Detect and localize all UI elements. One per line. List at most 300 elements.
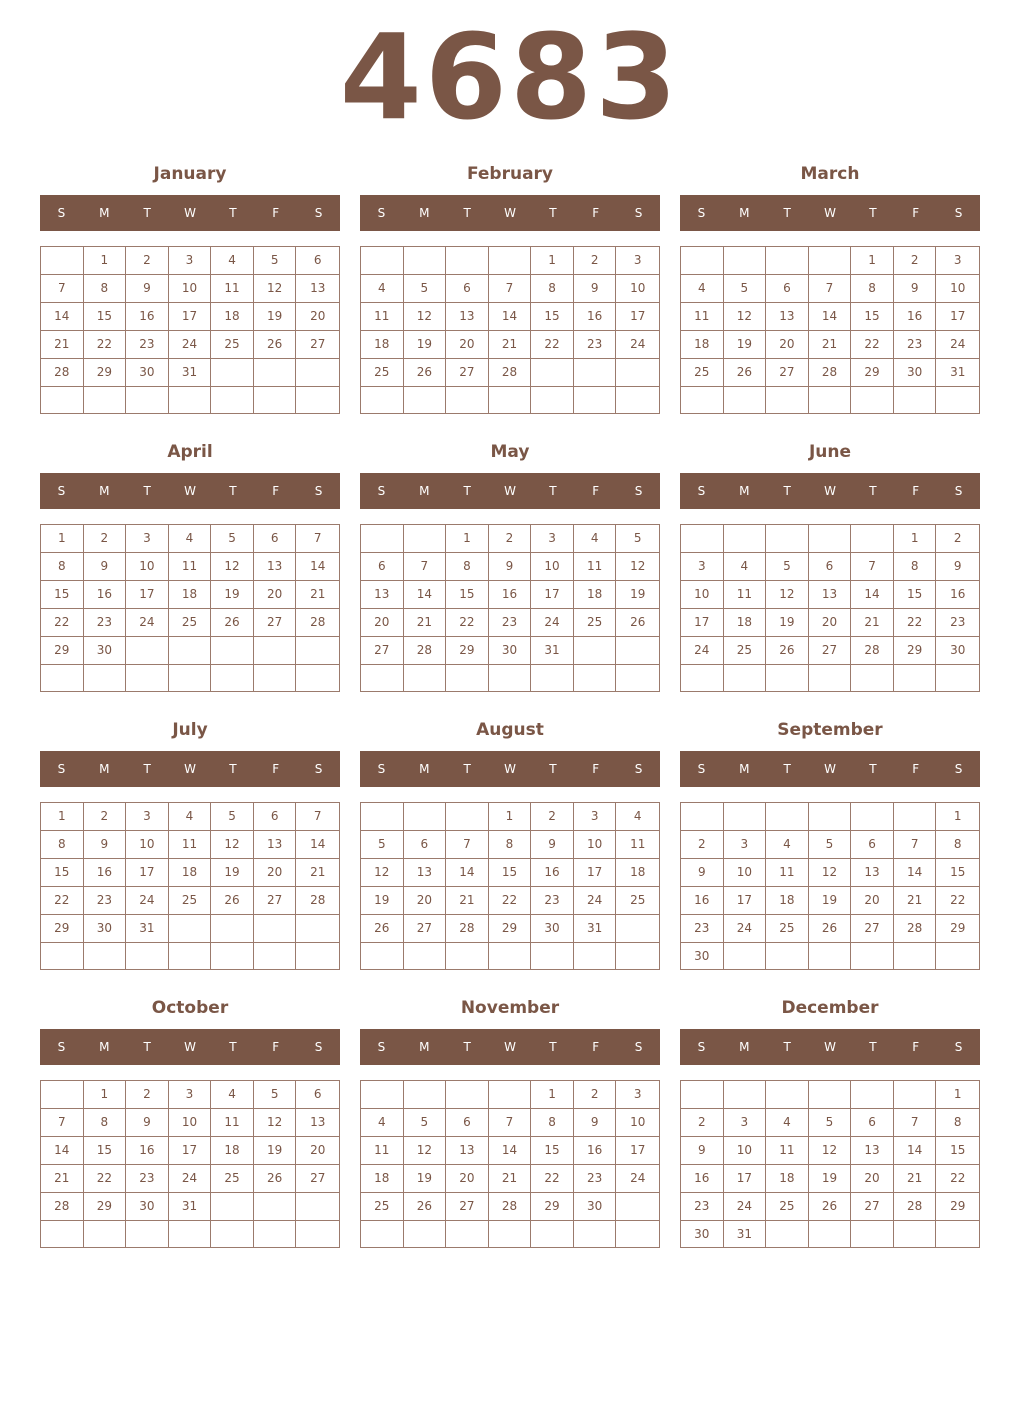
empty-cell: [296, 1193, 339, 1221]
day-cell: 20: [809, 609, 852, 637]
empty-cell: [446, 803, 489, 831]
day-cell: 12: [211, 553, 254, 581]
day-cell: 29: [41, 915, 84, 943]
day-cell: 5: [724, 275, 767, 303]
empty-cell: [809, 803, 852, 831]
day-cell: 13: [766, 303, 809, 331]
empty-cell: [616, 915, 659, 943]
empty-cell: [894, 387, 937, 413]
day-cell: 31: [936, 359, 979, 387]
day-cell: 5: [809, 831, 852, 859]
empty-cell: [851, 665, 894, 691]
day-cell: 1: [851, 247, 894, 275]
day-cell: 19: [254, 303, 297, 331]
empty-cell: [766, 803, 809, 831]
weekday-header: [360, 195, 660, 231]
weekday-label: W: [504, 484, 516, 498]
day-cell: 8: [936, 831, 979, 859]
empty-cell: [616, 387, 659, 413]
weekday-label: M: [419, 762, 430, 776]
day-cell: 18: [361, 1165, 404, 1193]
day-cell: 27: [296, 331, 339, 359]
empty-cell: [404, 1221, 447, 1247]
day-cell: 26: [211, 609, 254, 637]
day-cell: 7: [809, 275, 852, 303]
day-cell: 30: [126, 359, 169, 387]
empty-cell: [681, 387, 724, 413]
day-cell: 8: [489, 831, 532, 859]
day-cell: 28: [809, 359, 852, 387]
weekday-label: S: [314, 762, 323, 776]
empty-cell: [126, 637, 169, 665]
day-cell: 4: [681, 275, 724, 303]
day-cell: 20: [851, 887, 894, 915]
empty-cell: [84, 943, 127, 969]
weekday-label: W: [184, 1040, 196, 1054]
day-cell: 25: [169, 887, 212, 915]
day-cell: 27: [254, 887, 297, 915]
empty-cell: [574, 943, 617, 969]
day-cell: 26: [809, 1193, 852, 1221]
day-cell: 24: [936, 331, 979, 359]
day-cell: 2: [84, 525, 127, 553]
month-title: March: [800, 164, 860, 184]
day-cell: 1: [531, 247, 574, 275]
empty-cell: [404, 525, 447, 553]
weekday-label: T: [549, 206, 557, 220]
empty-cell: [894, 803, 937, 831]
weekday-label: T: [463, 484, 471, 498]
day-cell: 1: [489, 803, 532, 831]
day-cell: 24: [531, 609, 574, 637]
day-cell: 4: [616, 803, 659, 831]
day-cell: 10: [169, 1109, 212, 1137]
month-title: November: [460, 998, 560, 1018]
weekday-label: S: [377, 1040, 386, 1054]
day-cell: 12: [809, 859, 852, 887]
day-cell: 23: [126, 331, 169, 359]
day-cell: 4: [766, 831, 809, 859]
day-cell: 15: [41, 859, 84, 887]
day-cell: 27: [446, 1193, 489, 1221]
empty-cell: [84, 665, 127, 691]
weekday-header: [40, 751, 340, 787]
day-cell: 4: [169, 525, 212, 553]
empty-cell: [489, 247, 532, 275]
weekday-label: T: [549, 1040, 557, 1054]
empty-cell: [681, 665, 724, 691]
day-cell: 5: [254, 1081, 297, 1109]
month-june: [680, 438, 980, 708]
weekday-label: T: [463, 1040, 471, 1054]
day-cell: 12: [211, 831, 254, 859]
empty-cell: [574, 665, 617, 691]
empty-cell: [724, 387, 767, 413]
day-cell: 25: [361, 1193, 404, 1221]
empty-cell: [616, 665, 659, 691]
day-cell: 28: [296, 609, 339, 637]
weekday-label: S: [377, 206, 386, 220]
day-cell: 12: [616, 553, 659, 581]
weekday-label: T: [143, 206, 151, 220]
day-cell: 6: [254, 803, 297, 831]
day-cell: 6: [446, 1109, 489, 1137]
weekday-label: S: [954, 484, 963, 498]
day-cell: 7: [41, 1109, 84, 1137]
day-cell: 16: [531, 859, 574, 887]
empty-cell: [211, 915, 254, 943]
empty-cell: [936, 1221, 979, 1248]
weekday-label: T: [783, 762, 791, 776]
weekday-label: T: [229, 762, 237, 776]
weekday-label: M: [419, 484, 430, 498]
empty-cell: [766, 525, 809, 553]
weekday-label: F: [592, 1040, 600, 1054]
empty-cell: [851, 1221, 894, 1248]
day-cell: 14: [41, 303, 84, 331]
day-cell: 5: [809, 1109, 852, 1137]
empty-cell: [894, 665, 937, 691]
day-cell: 3: [681, 553, 724, 581]
weekday-label: S: [57, 484, 66, 498]
empty-cell: [404, 943, 447, 969]
day-cell: 11: [169, 553, 212, 581]
day-cell: 6: [446, 275, 489, 303]
empty-cell: [169, 915, 212, 943]
day-cell: 27: [254, 609, 297, 637]
day-cell: 8: [41, 831, 84, 859]
day-cell: 11: [766, 859, 809, 887]
day-cell: 13: [851, 1137, 894, 1165]
day-cell: 26: [254, 331, 297, 359]
day-cell: 13: [446, 303, 489, 331]
day-cell: 25: [724, 637, 767, 665]
empty-cell: [616, 637, 659, 665]
month-title: September: [777, 720, 883, 740]
day-cell: 13: [446, 1137, 489, 1165]
day-cell: 20: [446, 1165, 489, 1193]
weekday-label: T: [869, 1040, 877, 1054]
day-cell: 22: [84, 331, 127, 359]
day-cell: 9: [574, 275, 617, 303]
empty-cell: [724, 525, 767, 553]
day-cell: 6: [254, 525, 297, 553]
day-cell: 7: [489, 275, 532, 303]
weekday-label: T: [463, 762, 471, 776]
day-cell: 16: [84, 581, 127, 609]
day-cell: 25: [766, 1193, 809, 1221]
month-title: April: [167, 442, 213, 462]
day-cell: 15: [84, 303, 127, 331]
empty-cell: [254, 665, 297, 691]
empty-cell: [766, 1081, 809, 1109]
day-cell: 21: [404, 609, 447, 637]
day-cell: 16: [84, 859, 127, 887]
day-cell: 9: [126, 1109, 169, 1137]
weekday-label: S: [314, 1040, 323, 1054]
month-title: August: [476, 720, 544, 740]
day-cell: 27: [809, 637, 852, 665]
day-cell: 23: [681, 1193, 724, 1221]
day-cell: 15: [84, 1137, 127, 1165]
weekday-label: T: [783, 484, 791, 498]
day-cell: 4: [724, 553, 767, 581]
weekday-label: F: [272, 206, 280, 220]
weekday-label: F: [272, 762, 280, 776]
weekday-label: T: [143, 762, 151, 776]
month-may: [360, 438, 660, 708]
day-cell: 3: [169, 1081, 212, 1109]
day-grid: [680, 246, 980, 414]
day-cell: 1: [894, 525, 937, 553]
day-cell: 3: [574, 803, 617, 831]
day-cell: 22: [894, 609, 937, 637]
day-cell: 27: [404, 915, 447, 943]
weekday-label: M: [739, 1040, 750, 1054]
day-cell: 14: [446, 859, 489, 887]
day-cell: 17: [169, 1137, 212, 1165]
empty-cell: [809, 247, 852, 275]
day-cell: 29: [84, 359, 127, 387]
day-cell: 2: [681, 831, 724, 859]
day-cell: 14: [894, 1137, 937, 1165]
day-cell: 18: [169, 581, 212, 609]
empty-cell: [254, 1193, 297, 1221]
month-title: May: [490, 442, 530, 462]
day-cell: 8: [894, 553, 937, 581]
day-cell: 22: [446, 609, 489, 637]
day-cell: 5: [616, 525, 659, 553]
day-cell: 15: [894, 581, 937, 609]
day-cell: 14: [809, 303, 852, 331]
empty-cell: [616, 943, 659, 969]
day-cell: 19: [724, 331, 767, 359]
day-cell: 3: [936, 247, 979, 275]
day-cell: 1: [531, 1081, 574, 1109]
empty-cell: [446, 1081, 489, 1109]
day-cell: 17: [616, 303, 659, 331]
day-cell: 18: [766, 1165, 809, 1193]
day-cell: 25: [766, 915, 809, 943]
day-cell: 28: [894, 1193, 937, 1221]
month-january: [40, 160, 340, 430]
day-cell: 11: [724, 581, 767, 609]
day-cell: 31: [724, 1221, 767, 1248]
day-cell: 1: [936, 1081, 979, 1109]
day-cell: 24: [126, 887, 169, 915]
day-cell: 1: [41, 803, 84, 831]
day-cell: 19: [211, 859, 254, 887]
day-cell: 3: [616, 247, 659, 275]
empty-cell: [681, 1081, 724, 1109]
empty-cell: [851, 1081, 894, 1109]
day-cell: 21: [489, 331, 532, 359]
day-cell: 8: [84, 275, 127, 303]
day-cell: 26: [211, 887, 254, 915]
day-cell: 16: [681, 1165, 724, 1193]
day-cell: 10: [681, 581, 724, 609]
day-cell: 15: [489, 859, 532, 887]
day-cell: 23: [574, 331, 617, 359]
day-cell: 18: [211, 303, 254, 331]
day-cell: 27: [446, 359, 489, 387]
empty-cell: [809, 1221, 852, 1248]
day-cell: 22: [936, 1165, 979, 1193]
day-cell: 1: [41, 525, 84, 553]
day-cell: 24: [126, 609, 169, 637]
day-cell: 20: [446, 331, 489, 359]
day-cell: 14: [489, 1137, 532, 1165]
day-cell: 11: [211, 275, 254, 303]
empty-cell: [851, 525, 894, 553]
weekday-label: F: [912, 484, 920, 498]
day-cell: 10: [531, 553, 574, 581]
day-cell: 8: [446, 553, 489, 581]
day-cell: 2: [894, 247, 937, 275]
empty-cell: [489, 943, 532, 969]
day-cell: 15: [936, 859, 979, 887]
day-cell: 16: [126, 303, 169, 331]
empty-cell: [211, 637, 254, 665]
day-cell: 7: [894, 1109, 937, 1137]
day-cell: 2: [84, 803, 127, 831]
empty-cell: [361, 247, 404, 275]
empty-cell: [936, 387, 979, 413]
empty-cell: [254, 637, 297, 665]
empty-cell: [724, 1081, 767, 1109]
day-cell: 14: [41, 1137, 84, 1165]
day-cell: 24: [724, 915, 767, 943]
empty-cell: [254, 943, 297, 969]
day-cell: 19: [254, 1137, 297, 1165]
weekday-label: S: [57, 206, 66, 220]
weekday-label: S: [634, 1040, 643, 1054]
empty-cell: [531, 387, 574, 413]
weekday-label: T: [549, 484, 557, 498]
day-cell: 27: [851, 915, 894, 943]
weekday-label: F: [272, 484, 280, 498]
empty-cell: [404, 1081, 447, 1109]
day-cell: 24: [616, 331, 659, 359]
month-title: January: [153, 164, 227, 184]
day-cell: 2: [936, 525, 979, 553]
day-cell: 7: [41, 275, 84, 303]
weekday-label: M: [419, 206, 430, 220]
empty-cell: [489, 387, 532, 413]
empty-cell: [574, 637, 617, 665]
weekday-label: M: [99, 484, 110, 498]
empty-cell: [361, 387, 404, 413]
weekday-label: T: [229, 206, 237, 220]
day-cell: 30: [681, 1221, 724, 1248]
weekday-label: W: [504, 206, 516, 220]
weekday-label: M: [99, 206, 110, 220]
day-cell: 26: [404, 359, 447, 387]
day-cell: 3: [126, 525, 169, 553]
day-cell: 6: [766, 275, 809, 303]
day-cell: 28: [41, 359, 84, 387]
day-cell: 30: [531, 915, 574, 943]
day-cell: 8: [84, 1109, 127, 1137]
day-cell: 16: [681, 887, 724, 915]
empty-cell: [211, 359, 254, 387]
day-cell: 18: [616, 859, 659, 887]
day-cell: 11: [169, 831, 212, 859]
day-cell: 3: [531, 525, 574, 553]
month-december: [680, 994, 980, 1264]
day-cell: 24: [169, 331, 212, 359]
weekday-header: [360, 1029, 660, 1065]
month-title: December: [781, 998, 879, 1018]
day-cell: 28: [41, 1193, 84, 1221]
weekday-label: T: [869, 206, 877, 220]
weekday-label: T: [783, 206, 791, 220]
day-cell: 4: [169, 803, 212, 831]
empty-cell: [41, 1081, 84, 1109]
weekday-label: W: [184, 206, 196, 220]
weekday-header: [680, 751, 980, 787]
day-cell: 21: [894, 1165, 937, 1193]
weekday-header: [680, 1029, 980, 1065]
day-cell: 4: [211, 247, 254, 275]
day-cell: 5: [211, 525, 254, 553]
day-cell: 31: [126, 915, 169, 943]
empty-cell: [681, 803, 724, 831]
day-cell: 12: [361, 859, 404, 887]
empty-cell: [681, 525, 724, 553]
empty-cell: [211, 387, 254, 413]
day-cell: 11: [211, 1109, 254, 1137]
empty-cell: [126, 665, 169, 691]
weekday-label: S: [954, 1040, 963, 1054]
day-cell: 13: [809, 581, 852, 609]
day-cell: 22: [84, 1165, 127, 1193]
empty-cell: [531, 1221, 574, 1247]
empty-cell: [616, 1221, 659, 1247]
day-cell: 6: [404, 831, 447, 859]
day-cell: 28: [489, 359, 532, 387]
day-cell: 17: [574, 859, 617, 887]
weekday-label: M: [739, 206, 750, 220]
day-cell: 7: [296, 525, 339, 553]
day-cell: 23: [84, 609, 127, 637]
day-cell: 16: [936, 581, 979, 609]
day-cell: 3: [616, 1081, 659, 1109]
weekday-label: F: [912, 1040, 920, 1054]
empty-cell: [211, 943, 254, 969]
day-cell: 10: [126, 553, 169, 581]
weekday-label: T: [549, 762, 557, 776]
empty-cell: [446, 665, 489, 691]
day-cell: 13: [851, 859, 894, 887]
weekday-label: M: [99, 762, 110, 776]
empty-cell: [531, 943, 574, 969]
day-cell: 11: [574, 553, 617, 581]
day-cell: 2: [681, 1109, 724, 1137]
day-cell: 17: [724, 887, 767, 915]
day-cell: 14: [296, 553, 339, 581]
day-cell: 2: [531, 803, 574, 831]
empty-cell: [41, 665, 84, 691]
day-cell: 9: [531, 831, 574, 859]
weekday-label: W: [504, 762, 516, 776]
empty-cell: [169, 665, 212, 691]
day-cell: 25: [681, 359, 724, 387]
day-cell: 6: [361, 553, 404, 581]
day-cell: 30: [574, 1193, 617, 1221]
empty-cell: [489, 1221, 532, 1247]
day-cell: 21: [41, 1165, 84, 1193]
